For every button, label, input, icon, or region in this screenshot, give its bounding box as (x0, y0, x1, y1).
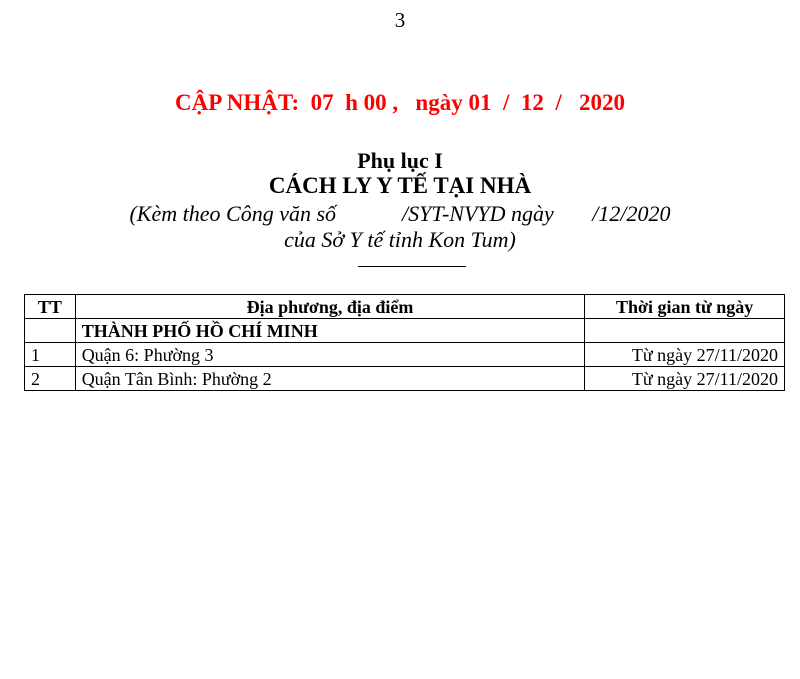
row-time: Từ ngày 27/11/2020 (585, 367, 785, 391)
attachment-reference: (Kèm theo Công văn số /SYT-NVYD ngày /12/2020 (129, 201, 671, 226)
update-timestamp: CẬP NHẬT: 07 h 00 , ngày 01 / 12 / 2020 (174, 90, 626, 115)
header-time: Thời gian từ ngày (585, 295, 785, 319)
group-time-cell (585, 319, 785, 343)
header-tt: TT (25, 295, 76, 319)
row-time: Từ ngày 27/11/2020 (585, 343, 785, 367)
table-row (25, 343, 785, 367)
quarantine-table (24, 294, 785, 391)
group-tt-cell (25, 319, 76, 343)
appendix-label: Phụ lục I (357, 148, 443, 173)
row-tt: 1 (25, 343, 76, 367)
table-row (25, 367, 785, 391)
title-divider (358, 266, 466, 267)
group-city-name: THÀNH PHỐ HỒ CHÍ MINH (75, 319, 585, 343)
page-number: 3 (394, 8, 406, 32)
table-header-row (25, 295, 785, 319)
table-group-row (25, 319, 785, 343)
row-tt: 2 (25, 367, 76, 391)
header-place: Địa phương, địa điểm (75, 295, 585, 319)
row-place: Quận Tân Bình: Phường 2 (75, 367, 585, 391)
appendix-title: CÁCH LY Y TẾ TẠI NHÀ (268, 173, 532, 198)
row-place: Quận 6: Phường 3 (75, 343, 585, 367)
attachment-issuer: của Sở Y tế tỉnh Kon Tum) (284, 227, 516, 252)
